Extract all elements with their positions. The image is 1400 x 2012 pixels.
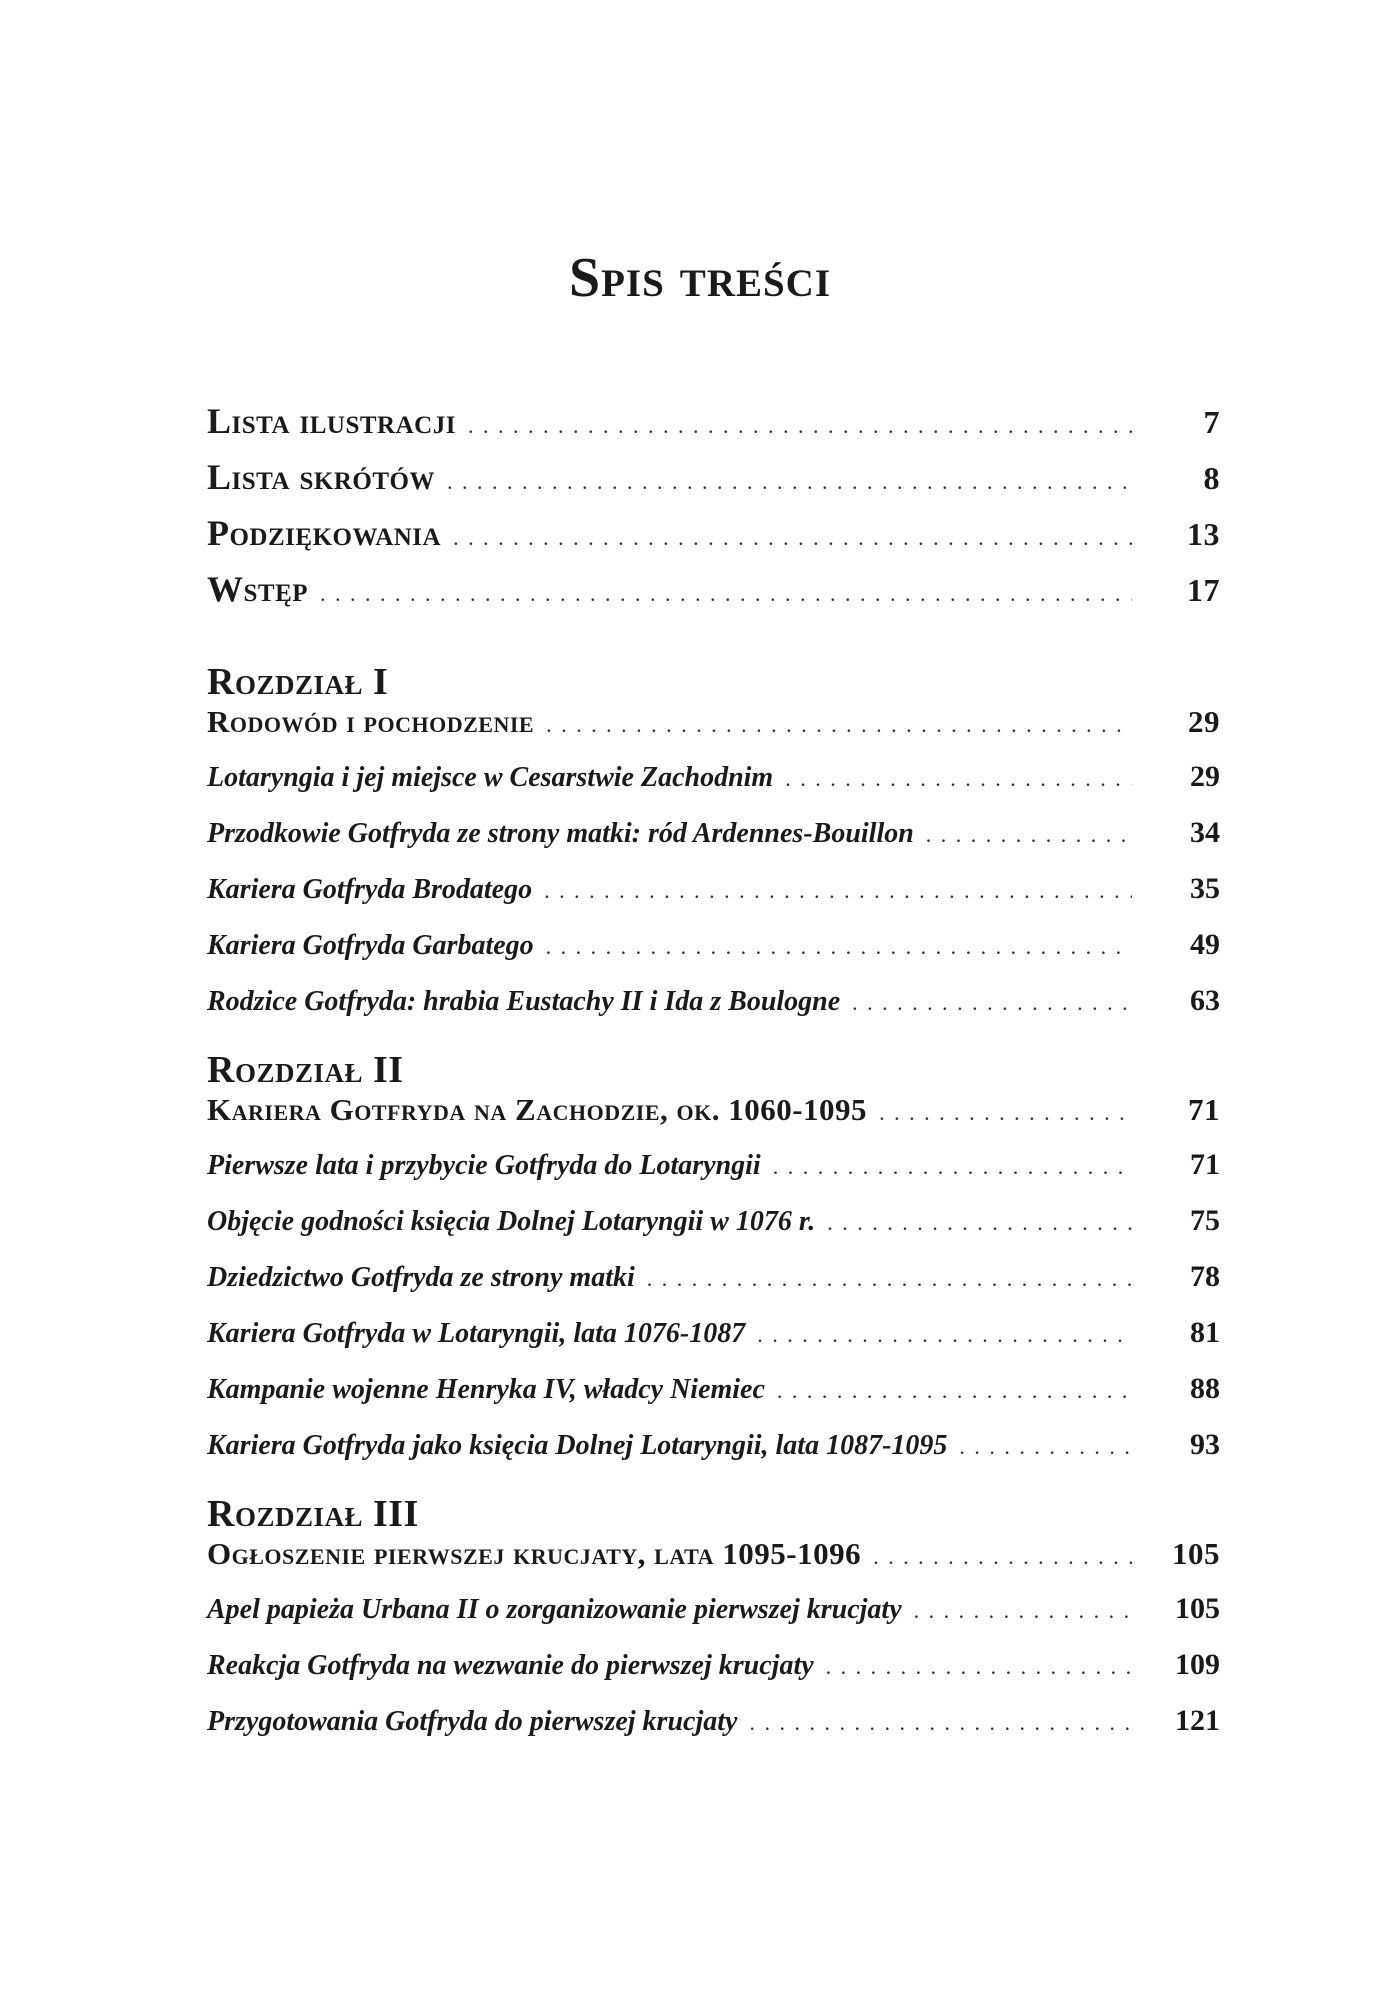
dot-leader [926, 822, 1132, 848]
toc-entry-list-of-illustrations[interactable] [207, 400, 1220, 456]
dot-leader [773, 1154, 1132, 1180]
dot-leader [777, 1378, 1132, 1404]
section-label: Rodzice Gotfryda: hrabia Eustachy II i Ida z Boulogne [207, 986, 841, 1017]
section-label: Kariera Gotfryda jako księcia Dolnej Lotaryngii, lata 1087-1095 [207, 1430, 948, 1461]
dot-leader [959, 1434, 1132, 1460]
section-label: Reakcja Gotfryda na wezwanie do pierwszej krucjaty [207, 1650, 814, 1681]
section-page: 75 [1190, 1204, 1220, 1237]
dot-leader [468, 413, 1132, 439]
toc-entry-label: Podziękowania [207, 513, 442, 553]
dot-leader [879, 1100, 1132, 1126]
section-entry[interactable] [207, 1260, 1220, 1316]
toc-entry-label: Lista ilustracji [207, 401, 456, 441]
section-entry[interactable] [207, 1704, 1220, 1760]
section-label: Pierwsze lata i przybycie Gotfryda do Lotaryngii [207, 1150, 761, 1181]
section-entry[interactable] [207, 1148, 1220, 1204]
toc-entry-page: 13 [1187, 516, 1220, 552]
section-label: Przodkowie Gotfryda ze strony matki: ród Ardennes-Bouillon [207, 818, 914, 849]
toc-entry-label: Lista skrótów [207, 457, 435, 497]
chapter-title: Ogłoszenie pierwszej krucjaty, lata 1095-1096 [207, 1536, 862, 1571]
section-entry[interactable] [207, 984, 1220, 1040]
chapter-title: Rodowód i pochodzenie [207, 704, 535, 739]
section-page: 63 [1190, 984, 1220, 1017]
section-page: 34 [1190, 816, 1220, 849]
section-page: 78 [1190, 1260, 1220, 1293]
chapter-title-entry[interactable] [207, 1536, 1220, 1584]
section-page: 71 [1190, 1148, 1220, 1181]
toc-entry-page: 71 [1188, 1092, 1220, 1127]
dot-leader [447, 469, 1132, 495]
section-label: Przygotowania Gotfryda do pierwszej krucjaty [207, 1706, 738, 1737]
section-page: 29 [1190, 760, 1220, 793]
section-label: Kampanie wojenne Henryka IV, władcy Niemiec [207, 1374, 765, 1405]
dot-leader [852, 990, 1132, 1016]
section-page: 109 [1175, 1648, 1220, 1681]
dot-leader [544, 878, 1132, 904]
chapter-title-entry[interactable] [207, 704, 1220, 752]
section-page: 49 [1190, 928, 1220, 961]
section-label: Objęcie godności księcia Dolnej Lotaryngii w 1076 r. [207, 1206, 816, 1237]
section-label: Kariera Gotfryda Brodatego [207, 874, 533, 905]
toc-entry-list-of-abbreviations[interactable] [207, 456, 1220, 512]
toc-entry-label: Wstęp [207, 569, 309, 609]
section-label: Kariera Gotfryda w Lotaryngii, lata 1076-1087 [207, 1318, 746, 1349]
chapter-title-entry[interactable] [207, 1092, 1220, 1140]
dot-leader [320, 581, 1132, 607]
section-page: 35 [1190, 872, 1220, 905]
dot-leader [453, 525, 1132, 551]
section-entry[interactable] [207, 928, 1220, 984]
toc-entry-page: 8 [1203, 460, 1220, 496]
section-label: Lotaryngia i jej miejsce w Cesarstwie Zachodnim [207, 762, 774, 793]
dot-leader [873, 1544, 1132, 1570]
toc-entry-page: 17 [1187, 572, 1220, 608]
chapter-3 [207, 1492, 1220, 1760]
chapter-number: Rozdział II [207, 1049, 404, 1091]
section-entry[interactable] [207, 1648, 1220, 1704]
chapter-title: Kariera Gotfryda na Zachodzie, ok. 1060-1095 [207, 1092, 868, 1127]
dot-leader [546, 712, 1132, 738]
section-entry[interactable] [207, 816, 1220, 872]
toc-entry-introduction[interactable] [207, 568, 1220, 624]
toc-entry-page: 105 [1172, 1536, 1220, 1571]
dot-leader [914, 1598, 1132, 1624]
dot-leader [785, 766, 1132, 792]
dot-leader [757, 1322, 1132, 1348]
chapter-number: Rozdział I [207, 661, 389, 703]
table-of-contents [207, 400, 1220, 1760]
dot-leader [749, 1710, 1132, 1736]
section-label: Kariera Gotfryda Garbatego [207, 930, 534, 961]
section-entry[interactable] [207, 1204, 1220, 1260]
chapter-number: Rozdział III [207, 1493, 419, 1535]
dot-leader [546, 934, 1132, 960]
dot-leader [647, 1266, 1132, 1292]
section-label: Apel papieża Urbana II o zorganizowanie pierwszej krucjaty [207, 1594, 902, 1625]
chapter-2 [207, 1048, 1220, 1484]
section-page: 105 [1175, 1592, 1220, 1625]
section-entry[interactable] [207, 1592, 1220, 1648]
page-title: Spis treści [568, 247, 832, 309]
chapter-1 [207, 660, 1220, 1040]
dot-leader [827, 1210, 1132, 1236]
toc-entry-acknowledgements[interactable] [207, 512, 1220, 568]
section-page: 81 [1190, 1316, 1220, 1349]
dot-leader [826, 1654, 1132, 1680]
section-entry[interactable] [207, 1372, 1220, 1428]
toc-entry-page: 7 [1203, 404, 1220, 440]
section-label: Dziedzictwo Gotfryda ze strony matki [207, 1262, 635, 1293]
section-entry[interactable] [207, 872, 1220, 928]
section-entry[interactable] [207, 760, 1220, 816]
section-entry[interactable] [207, 1316, 1220, 1372]
section-page: 88 [1190, 1372, 1220, 1405]
section-entry[interactable] [207, 1428, 1220, 1484]
section-page: 121 [1175, 1704, 1220, 1737]
section-page: 93 [1190, 1428, 1220, 1461]
toc-entry-page: 29 [1188, 704, 1220, 739]
